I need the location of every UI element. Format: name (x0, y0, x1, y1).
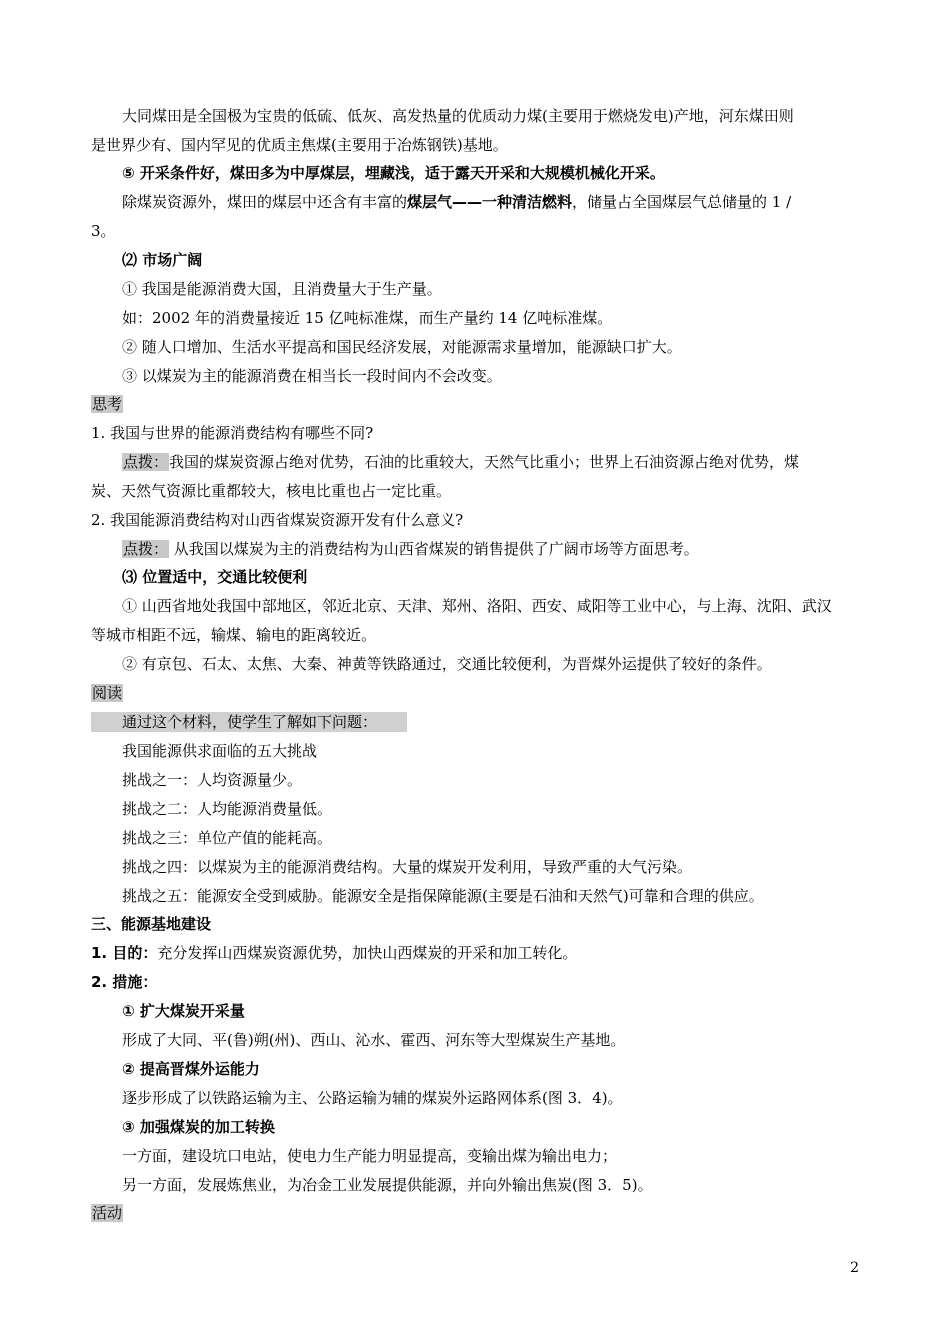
paragraph-line: 炭、天然气资源比重都较大，核电比重也占一定比重。 (91, 482, 452, 500)
hint-text: 我国的煤炭资源占绝对优势，石油的比重较大，天然气比重小；世界上石油资源占绝对优势，煤 (169, 453, 800, 471)
text-run: 除煤炭资源外，煤田的煤层中还含有丰富的 (122, 193, 408, 211)
section-heading: 三、能源基地建设 (91, 915, 212, 933)
text-run: 充分发挥山西煤炭资源优势，加快山西煤炭的开采和加工转化。 (157, 944, 578, 962)
list-item: 挑战之五：能源安全受到威胁。能源安全是指保障能源(主要是石油和天然气)可靠和合理的供应。 (122, 887, 764, 905)
question: 2. 我国能源消费结构对山西省煤炭资源开发有什么意义? (91, 511, 464, 529)
activity-tag (91, 1203, 123, 1223)
list-item: ③ 以煤炭为主的能源消费在相当长一段时间内不会改变。 (122, 367, 502, 385)
paragraph-line: ② 有京包、石太、太焦、大秦、神黄等铁路通过，交通比较便利，为晋煤外运提供了较好的条件。 (122, 655, 772, 673)
hint-line (122, 539, 699, 559)
paragraph-line: 另一方面，发展炼焦业，为冶金工业发展提供能源，并向外输出焦炭(图 3．5)。 (122, 1176, 653, 1194)
paragraph-line: 逐步形成了以铁路运输为主、公路运输为辅的煤炭外运路网体系(图 3．4)。 (122, 1089, 623, 1107)
think-tag (91, 394, 123, 414)
list-item: 挑战之一：人均资源量少。 (122, 771, 303, 789)
paragraph-line (91, 943, 577, 963)
hint-label: 点拨： (123, 540, 169, 558)
label-run: 1. 目的： (91, 944, 158, 962)
hint-text: 从我国以煤炭为主的消费结构为山西省煤炭的销售提供了广阔市场等方面思考。 (169, 540, 699, 558)
paragraph-line: 形成了大同、平(鲁)朔(州)、西山、沁水、霍西、河东等大型煤炭生产基地。 (122, 1031, 626, 1049)
read-tag (91, 683, 123, 703)
list-item: 挑战之二：人均能源消费量低。 (122, 800, 333, 818)
list-item: 如：2002 年的消费量接近 15 亿吨标准煤，而生产量约 14 亿吨标准煤。 (122, 309, 613, 327)
paragraph-line: 大同煤田是全国极为宝贵的低硫、低灰、高发热量的优质动力煤(主要用于燃烧发电)产地，河东煤田则 (122, 107, 794, 125)
tag-label: 思考 (92, 395, 123, 413)
text-run: ，储量占全国煤层气总储量的 1 / (572, 193, 792, 211)
list-item: 挑战之三：单位产值的能耗高。 (122, 829, 333, 847)
tag-label: 阅读 (92, 684, 123, 702)
page-number: 2 (850, 1260, 859, 1276)
subheading: ⑶ 位置适中，交通比较便利 (122, 568, 308, 586)
hint-label: 点拨： (123, 453, 169, 471)
paragraph-line: 通过这个材料，使学生了解如下问题： (122, 713, 378, 731)
question: 1. 我国与世界的能源消费结构有哪些不同? (91, 424, 374, 442)
paragraph-line: 等城市相距不远，输煤、输电的距离较近。 (91, 626, 377, 644)
subheading: 2. 措施： (91, 973, 158, 991)
measure-heading: ③ 加强煤炭的加工转换 (122, 1118, 275, 1136)
list-item: 挑战之四：以煤炭为主的能源消费结构。大量的煤炭开发利用，导致严重的大气污染。 (122, 858, 693, 876)
paragraph-line: 3。 (91, 222, 116, 240)
bold-term: 煤层气——一种清洁燃料 (407, 193, 573, 211)
paragraph-line: 我国能源供求面临的五大挑战 (122, 742, 318, 760)
measure-heading: ① 扩大煤炭开采量 (122, 1002, 245, 1020)
tag-label: 活动 (92, 1204, 123, 1222)
paragraph-line: 是世界少有、国内罕见的优质主焦煤(主要用于冶炼钢铁)基地。 (91, 136, 508, 154)
measure-heading: ② 提高晋煤外运能力 (122, 1060, 260, 1078)
list-item: ② 随人口增加、生活水平提高和国民经济发展，对能源需求量增加，能源缺口扩大。 (122, 338, 682, 356)
list-item: ① 我国是能源消费大国，且消费量大于生产量。 (122, 280, 442, 298)
paragraph-line: 一方面，建设坑口电站，使电力生产能力明显提高，变输出煤为输出电力； (122, 1147, 618, 1165)
bold-point: ⑤ 开采条件好，煤田多为中厚煤层，埋藏浅，适于露天开采和大规模机械化开采。 (122, 164, 665, 182)
paragraph-line: ① 山西省地处我国中部地区，邻近北京、天津、郑州、洛阳、西安、咸阳等工业中心，与上海、沈阳、武汉 (122, 597, 832, 615)
subheading: ⑵ 市场广阔 (122, 251, 203, 269)
paragraph-line (122, 192, 791, 212)
hint-line (122, 452, 799, 472)
